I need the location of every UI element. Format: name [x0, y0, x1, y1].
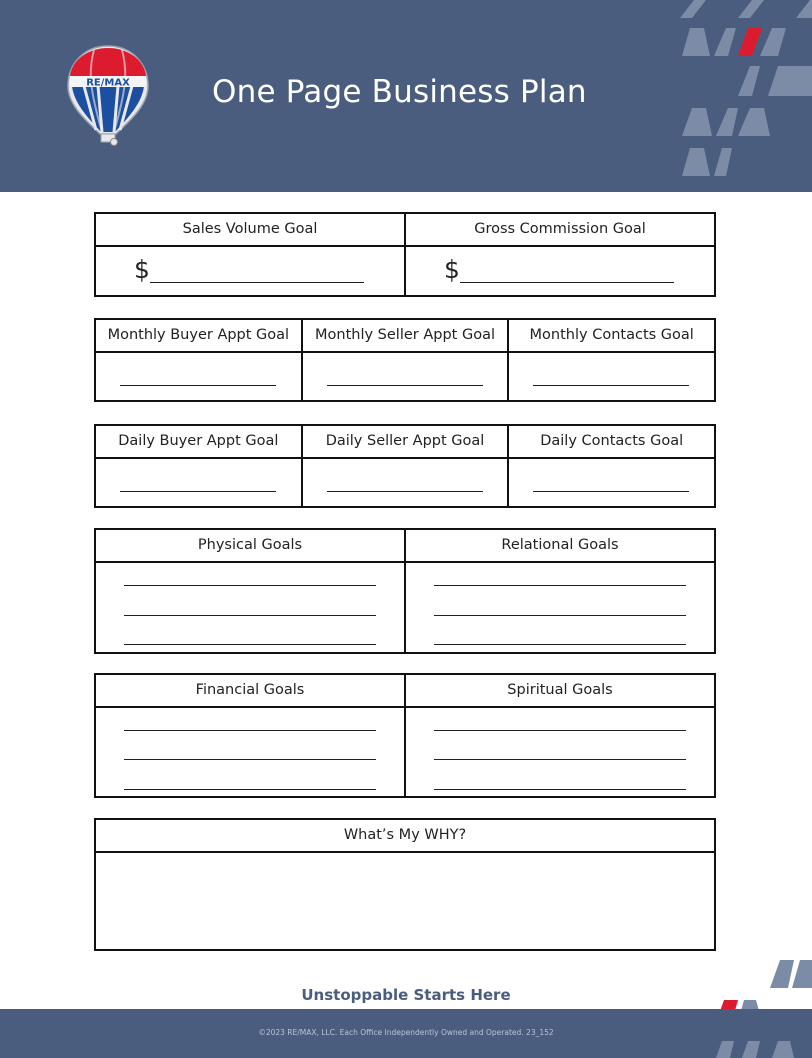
write-line [434, 789, 686, 790]
relational-goals-field[interactable] [404, 563, 714, 653]
daily-buyer-appt-goal-field[interactable] [96, 459, 301, 508]
monthly-seller-appt-goal-label: Monthly Seller Appt Goal [301, 320, 508, 351]
write-line [124, 759, 376, 760]
write-line [533, 491, 689, 492]
write-line [327, 491, 483, 492]
spiritual-goals-label: Spiritual Goals [404, 675, 714, 706]
currency-symbol: $ [444, 255, 460, 284]
tagline: Unstoppable Starts Here [301, 986, 511, 1004]
write-line [124, 644, 376, 645]
sales-goals-table [94, 212, 716, 297]
monthly-contacts-goal-label: Monthly Contacts Goal [507, 320, 714, 351]
write-line [434, 585, 686, 586]
page-title: One Page Business Plan [212, 74, 587, 110]
write-line [460, 282, 674, 283]
monthly-seller-appt-goal-field[interactable] [301, 353, 508, 402]
write-line [434, 644, 686, 645]
write-line [124, 730, 376, 731]
write-line [434, 759, 686, 760]
physical-goals-field[interactable] [96, 563, 404, 653]
write-line [120, 385, 276, 386]
monthly-contacts-goal-field[interactable] [507, 353, 714, 402]
write-line [124, 789, 376, 790]
monthly-buyer-appt-goal-field[interactable] [96, 353, 301, 402]
currency-symbol: $ [134, 255, 150, 284]
decorative-pattern-icon [676, 0, 812, 192]
write-line [124, 615, 376, 616]
whats-my-why-table [94, 818, 716, 951]
physical-goals-label: Physical Goals [197, 537, 303, 553]
write-line [434, 615, 686, 616]
footer-bar-pattern-icon [712, 1039, 812, 1058]
physical-relational-goals-table [94, 528, 716, 654]
gross-commission-goal-field[interactable] [404, 247, 714, 297]
footer-bar [0, 1009, 812, 1058]
header-banner [0, 0, 812, 192]
spiritual-goals-field[interactable] [404, 708, 714, 797]
daily-goals-table [94, 424, 716, 508]
copyright-text: ©2023 RE/MAX, LLC. Each Office Independently Owned and Operated. 23_152 [258, 1028, 554, 1037]
logo-wordmark: RE/MAX [86, 77, 130, 89]
financial-goals-label: Financial Goals [195, 682, 305, 698]
whats-my-why-field[interactable] [96, 853, 714, 950]
daily-buyer-appt-goal-label: Daily Buyer Appt Goal [118, 433, 279, 449]
write-line [327, 385, 483, 386]
daily-contacts-goal-label: Daily Contacts Goal [507, 426, 714, 457]
gross-commission-goal-label: Gross Commission Goal [404, 214, 714, 245]
relational-goals-label: Relational Goals [404, 530, 714, 561]
daily-seller-appt-goal-label: Daily Seller Appt Goal [301, 426, 508, 457]
monthly-buyer-appt-goal-label: Monthly Buyer Appt Goal [107, 327, 290, 343]
sales-volume-goal-label: Sales Volume Goal [182, 221, 318, 237]
financial-spiritual-goals-table [94, 673, 716, 798]
write-line [150, 282, 364, 283]
remax-balloon-logo [66, 42, 150, 150]
whats-my-why-label: What’s My WHY? [343, 827, 467, 843]
monthly-goals-table [94, 318, 716, 402]
write-line [120, 491, 276, 492]
write-line [124, 585, 376, 586]
write-line [533, 385, 689, 386]
financial-goals-field[interactable] [96, 708, 404, 797]
write-line [434, 730, 686, 731]
daily-contacts-goal-field[interactable] [507, 459, 714, 508]
sales-volume-goal-field[interactable] [96, 247, 404, 297]
daily-seller-appt-goal-field[interactable] [301, 459, 508, 508]
